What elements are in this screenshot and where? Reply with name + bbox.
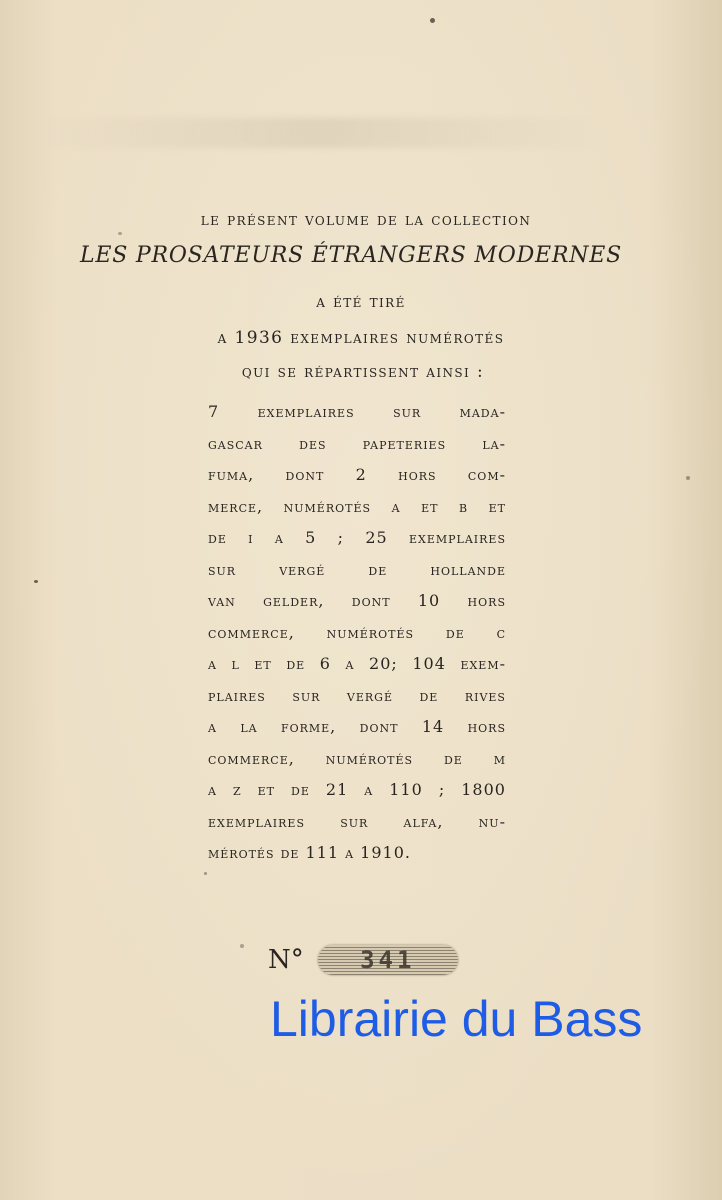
paragraph-word: de (445, 622, 465, 642)
paragraph-line (208, 837, 506, 869)
bleed-through-text (40, 118, 600, 148)
paragraph-line (208, 774, 506, 806)
paper-speck (204, 872, 207, 875)
paragraph-word: sur (393, 402, 422, 421)
paragraph-word: exemplaires (257, 402, 355, 421)
paragraph-word: mérotés de 111 a 1910. (208, 843, 411, 862)
paragraph-word: commerce, (208, 748, 295, 768)
paragraph-word: com- (467, 465, 506, 484)
paragraph-word: 5 (305, 528, 317, 547)
paragraph-line (208, 617, 506, 649)
paragraph-word: de (286, 654, 306, 673)
paper-speck (34, 580, 38, 583)
paper-speck (430, 18, 435, 23)
paragraph-word: exemplaires (408, 528, 506, 547)
paper-speck (240, 944, 244, 948)
paragraph-line (208, 806, 506, 838)
paragraph-word: numérotés (283, 496, 372, 516)
paragraph-word: 21 (325, 780, 349, 799)
edition-details-paragraph (208, 396, 506, 869)
paragraph-word: 6 (319, 654, 331, 673)
paragraph-word: et (257, 780, 276, 799)
copy-number-line (268, 940, 458, 980)
paragraph-word: et (488, 496, 506, 516)
paragraph-word: sur (208, 559, 237, 579)
paragraph-word: 1800 (461, 780, 506, 799)
paragraph-word: exemplaires (208, 811, 305, 831)
paragraph-word: l (231, 654, 240, 673)
paragraph-word: hors (467, 591, 506, 610)
paragraph-word: sur (340, 811, 369, 831)
paragraph-word: 110 (389, 780, 423, 799)
paper-speck (686, 476, 690, 480)
paragraph-word: 10 (417, 591, 441, 610)
paragraph-word: 20; (369, 654, 398, 673)
copy-number-value: 341 (360, 946, 416, 974)
paragraph-word: plaires (208, 685, 266, 705)
paragraph-word: dont (359, 717, 399, 736)
paragraph-line (208, 648, 506, 680)
paragraph-word: 2 (355, 465, 367, 484)
paragraph-line (208, 680, 506, 712)
paragraph-line (208, 554, 506, 586)
paragraph-word: numérotés (325, 748, 414, 768)
paragraph-word: i (248, 528, 254, 547)
paragraph-word: 25 (365, 528, 388, 547)
paragraph-word: vergé (346, 685, 393, 705)
paragraph-word: c (496, 622, 506, 642)
paragraph-word: de (208, 528, 227, 547)
paragraph-word: merce, (208, 496, 264, 516)
paragraph-word: vergé (279, 559, 326, 579)
paragraph-word: z (232, 780, 242, 799)
paragraph-word: 104 (412, 654, 446, 673)
paragraph-word: ; (438, 780, 446, 799)
paragraph-line (208, 585, 506, 617)
paper-speck (118, 232, 122, 235)
colophon-line-5: qui se répartissent ainsi : (241, 362, 485, 382)
paragraph-word: rives (464, 685, 506, 705)
paragraph-word: des (299, 433, 327, 453)
paragraph-word: dont (285, 465, 325, 484)
paragraph-word: fuma, (208, 465, 255, 484)
colophon-line-3: a été tiré (316, 292, 406, 312)
paragraph-word: a (274, 528, 284, 547)
paragraph-word: papeteries (362, 433, 447, 453)
paragraph-word: la- (482, 433, 506, 453)
colophon-line-4: a 1936 exemplaires numérotés (217, 328, 505, 348)
paragraph-word: b (458, 496, 469, 516)
paragraph-word: et (421, 496, 439, 516)
watermark-text: Librairie du Bass (270, 991, 643, 1047)
paragraph-word: a (208, 780, 217, 799)
paragraph-word: a (364, 780, 374, 799)
paragraph-line (208, 428, 506, 460)
paragraph-word: numérotés (326, 622, 415, 642)
paragraph-word: hollande (430, 559, 506, 579)
paragraph-line (208, 396, 506, 428)
paragraph-word: de (368, 559, 388, 579)
paragraph-word: dont (351, 591, 391, 610)
copy-number-stamp (318, 945, 458, 975)
paragraph-word: a (391, 496, 401, 516)
colophon-line-1: le présent volume de la collection (200, 210, 532, 230)
paragraph-word: de (443, 748, 463, 768)
paragraph-word: gelder, (263, 591, 325, 610)
paragraph-word: et (254, 654, 272, 673)
paragraph-word: gascar (208, 433, 263, 453)
paragraph-line (208, 743, 506, 775)
paragraph-word: alfa, (403, 811, 444, 831)
paragraph-word: hors (467, 717, 506, 736)
paragraph-line (208, 491, 506, 523)
paragraph-word: la (240, 717, 258, 736)
paragraph-word: van (208, 591, 236, 610)
paragraph-word: a (345, 654, 355, 673)
paragraph-word: de (419, 685, 439, 705)
paragraph-word: 14 (421, 717, 445, 736)
number-label: N° (268, 945, 304, 975)
paragraph-word: ; (337, 528, 344, 547)
paragraph-line (208, 522, 506, 554)
paragraph-word: commerce, (208, 622, 295, 642)
paragraph-line (208, 711, 506, 743)
paragraph-word: 7 (208, 402, 220, 421)
paragraph-word: exem- (460, 654, 506, 673)
paragraph-word: hors (398, 465, 437, 484)
paragraph-word: sur (292, 685, 321, 705)
paragraph-word: forme, (280, 717, 337, 736)
paragraph-word: de (291, 780, 310, 799)
paragraph-word: mada- (459, 402, 506, 421)
paragraph-word: a (208, 654, 217, 673)
paragraph-word: nu- (478, 811, 506, 831)
paragraph-word: m (493, 748, 506, 768)
collection-title: LES PROSATEURS ÉTRANGERS MODERNES (79, 243, 623, 268)
paragraph-line (208, 459, 506, 491)
paragraph-word: a (208, 717, 217, 736)
